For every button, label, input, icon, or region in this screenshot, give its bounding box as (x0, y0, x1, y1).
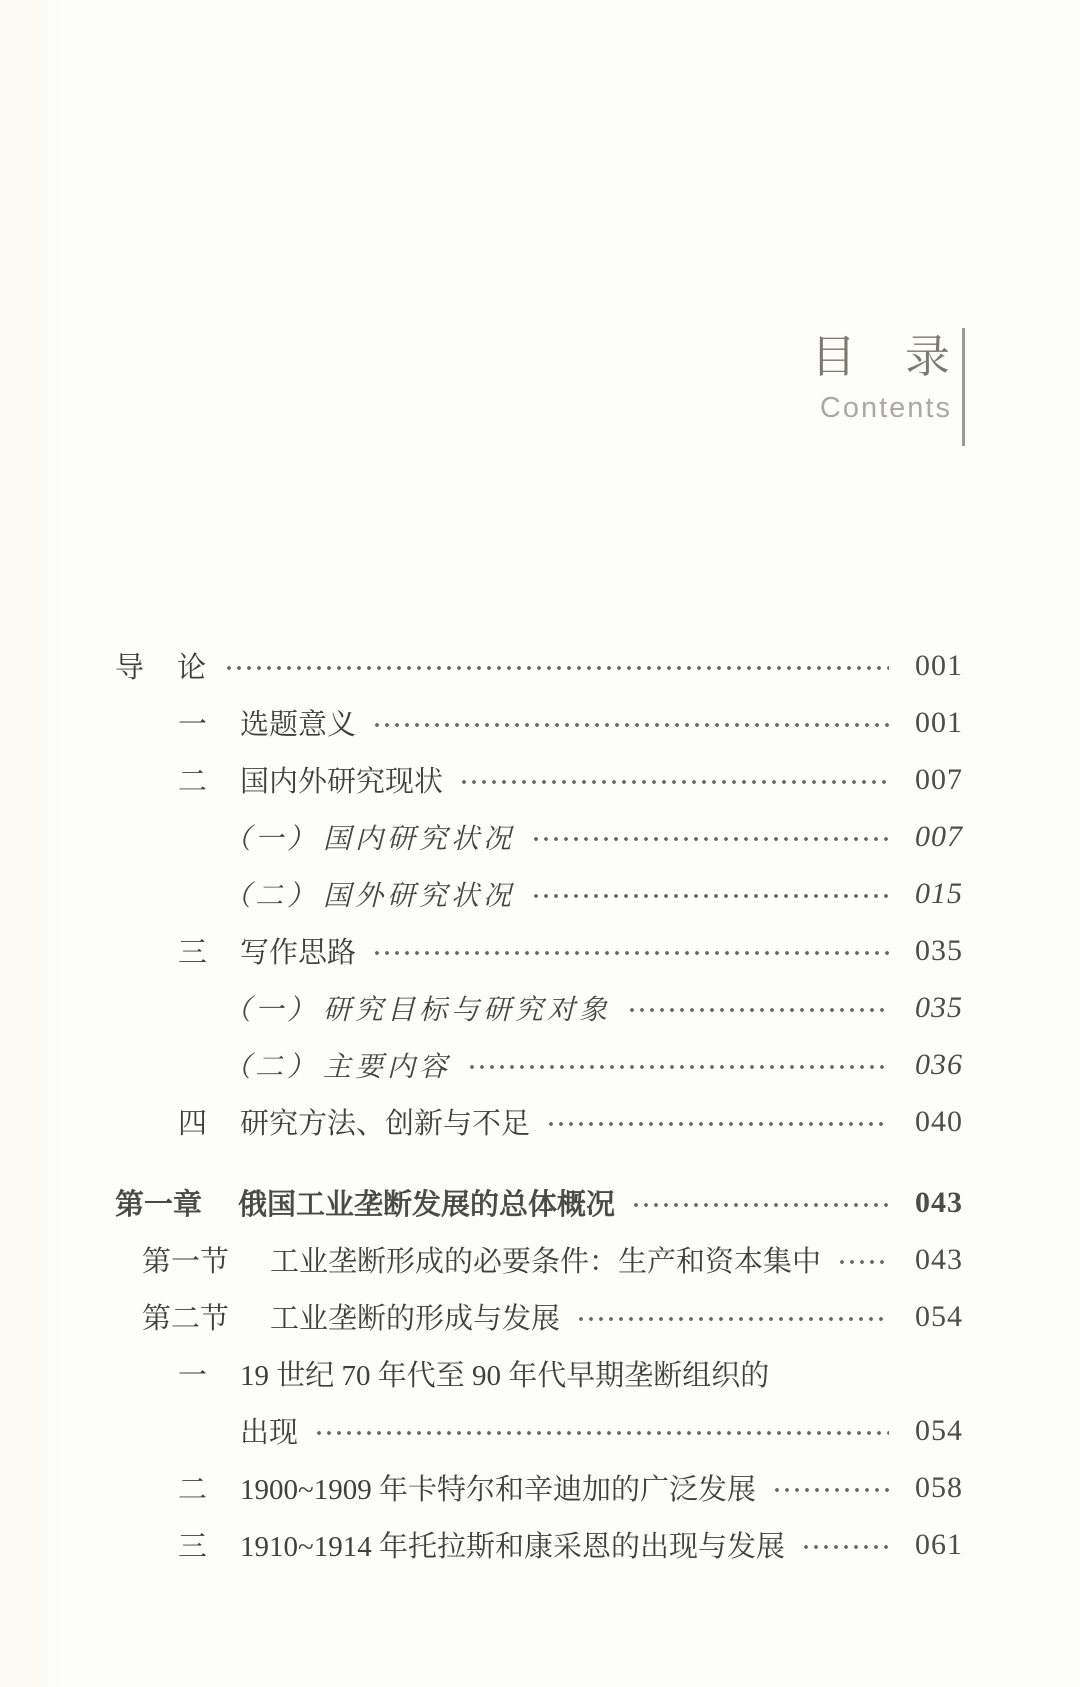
toc-entry-page-number: 043 (915, 1242, 963, 1276)
toc-entry (115, 1345, 963, 1402)
dot-leader (531, 808, 889, 865)
dot-leader (631, 1174, 889, 1231)
toc-entry-label: 导 论 (115, 652, 209, 684)
toc-entry-label: 三 (178, 1531, 208, 1563)
dot-leader (772, 1459, 889, 1516)
toc-entry-label: 第一章 (115, 1189, 203, 1221)
dot-leader (801, 1516, 889, 1573)
toc-entry-title: 国内研究状况 (323, 823, 516, 855)
toc-entry-page-number: 054 (915, 1413, 963, 1447)
toc-entry (115, 1402, 963, 1459)
dot-leader (467, 1036, 889, 1093)
toc-entry-label: 二 (178, 1474, 208, 1506)
dot-leader (372, 694, 889, 751)
toc-entry-page-number: 035 (915, 933, 963, 967)
dot-leader (314, 1402, 889, 1459)
toc-entry (115, 751, 963, 808)
toc-entry-title: 出现 (240, 1417, 299, 1449)
toc-entry (115, 979, 963, 1036)
toc-entry (115, 1459, 963, 1516)
page-title: 目 录 (810, 331, 952, 382)
toc-entry-label: （一） (223, 823, 320, 855)
toc-entry-title: 19 世纪 70 年代至 90 年代早期垄断组织的 (240, 1360, 770, 1392)
toc-entry-label: 第二节 (142, 1303, 230, 1335)
toc-entry-label: （二） (223, 1051, 320, 1083)
toc-entry-title: 工业垄断形成的必要条件：生产和资本集中 (270, 1246, 822, 1278)
dot-leader (372, 922, 889, 979)
toc-entry (115, 922, 963, 979)
toc-entry-page-number: 001 (915, 648, 963, 682)
toc-entry-title: 选题意义 (240, 709, 357, 741)
toc-entry (115, 865, 963, 922)
toc-entry-title: 1910~1914 年托拉斯和康采恩的出现与发展 (240, 1531, 785, 1563)
toc-entry-label: （一） (223, 994, 320, 1026)
toc-entry-page-number: 040 (915, 1104, 963, 1138)
toc-entry-title: 研究方法、创新与不足 (240, 1108, 531, 1140)
toc-entry-page-number: 001 (915, 705, 963, 739)
dot-leader (531, 865, 889, 922)
dot-leader (837, 1231, 889, 1288)
toc-entry-label: 三 (178, 937, 208, 969)
toc-entry-label: 二 (178, 766, 208, 798)
dot-leader (546, 1093, 889, 1150)
toc-entry-page-number: 036 (915, 1047, 963, 1081)
toc-entry-title: 国外研究状况 (323, 880, 516, 912)
toc-entry-title: 主要内容 (323, 1051, 452, 1083)
toc-entry-title: 1900~1909 年卡特尔和辛迪加的广泛发展 (240, 1474, 756, 1506)
toc-entry (115, 808, 963, 865)
toc-entry (115, 637, 963, 694)
toc-entry-page-number: 015 (915, 876, 963, 910)
toc-entry-title: 工业垄断的形成与发展 (270, 1303, 561, 1335)
toc-entry-page-number: 035 (915, 990, 963, 1024)
dot-leader (459, 751, 889, 808)
page-title-english: Contents (819, 392, 952, 424)
toc-entry-label: 第一节 (142, 1246, 230, 1278)
contents-header (811, 328, 965, 446)
toc-entry (115, 1036, 963, 1093)
contents-header-text (811, 328, 962, 446)
toc-entry (115, 1516, 963, 1573)
toc-entry (115, 1174, 963, 1231)
toc-entry-page-number: 043 (915, 1185, 963, 1219)
toc-entry (115, 1231, 963, 1288)
toc-entry (115, 1288, 963, 1345)
toc-entry-page-number: 007 (915, 819, 963, 853)
toc-entry-page-number: 007 (915, 762, 963, 796)
toc-entry-title: 国内外研究现状 (240, 766, 444, 798)
toc-entry-page-number: 061 (915, 1527, 963, 1561)
toc-entry-label: 一 (178, 709, 208, 741)
vertical-rule (962, 328, 965, 446)
table-of-contents (115, 637, 963, 1573)
toc-entry-page-number: 058 (915, 1470, 963, 1504)
toc-entry-label: （二） (223, 880, 320, 912)
dot-leader (224, 637, 889, 694)
toc-entry (115, 694, 963, 751)
toc-entry-page-number: 054 (915, 1299, 963, 1333)
toc-entry-title: 研究目标与研究对象 (323, 994, 612, 1026)
toc-entry (115, 1093, 963, 1150)
toc-entry-title: 俄国工业垄断发展的总体概况 (238, 1189, 616, 1221)
dot-leader (576, 1288, 889, 1345)
toc-entry-title: 写作思路 (240, 937, 357, 969)
toc-entry-label: 四 (178, 1108, 208, 1140)
dot-leader (627, 979, 889, 1036)
toc-entry-label: 一 (178, 1360, 208, 1392)
